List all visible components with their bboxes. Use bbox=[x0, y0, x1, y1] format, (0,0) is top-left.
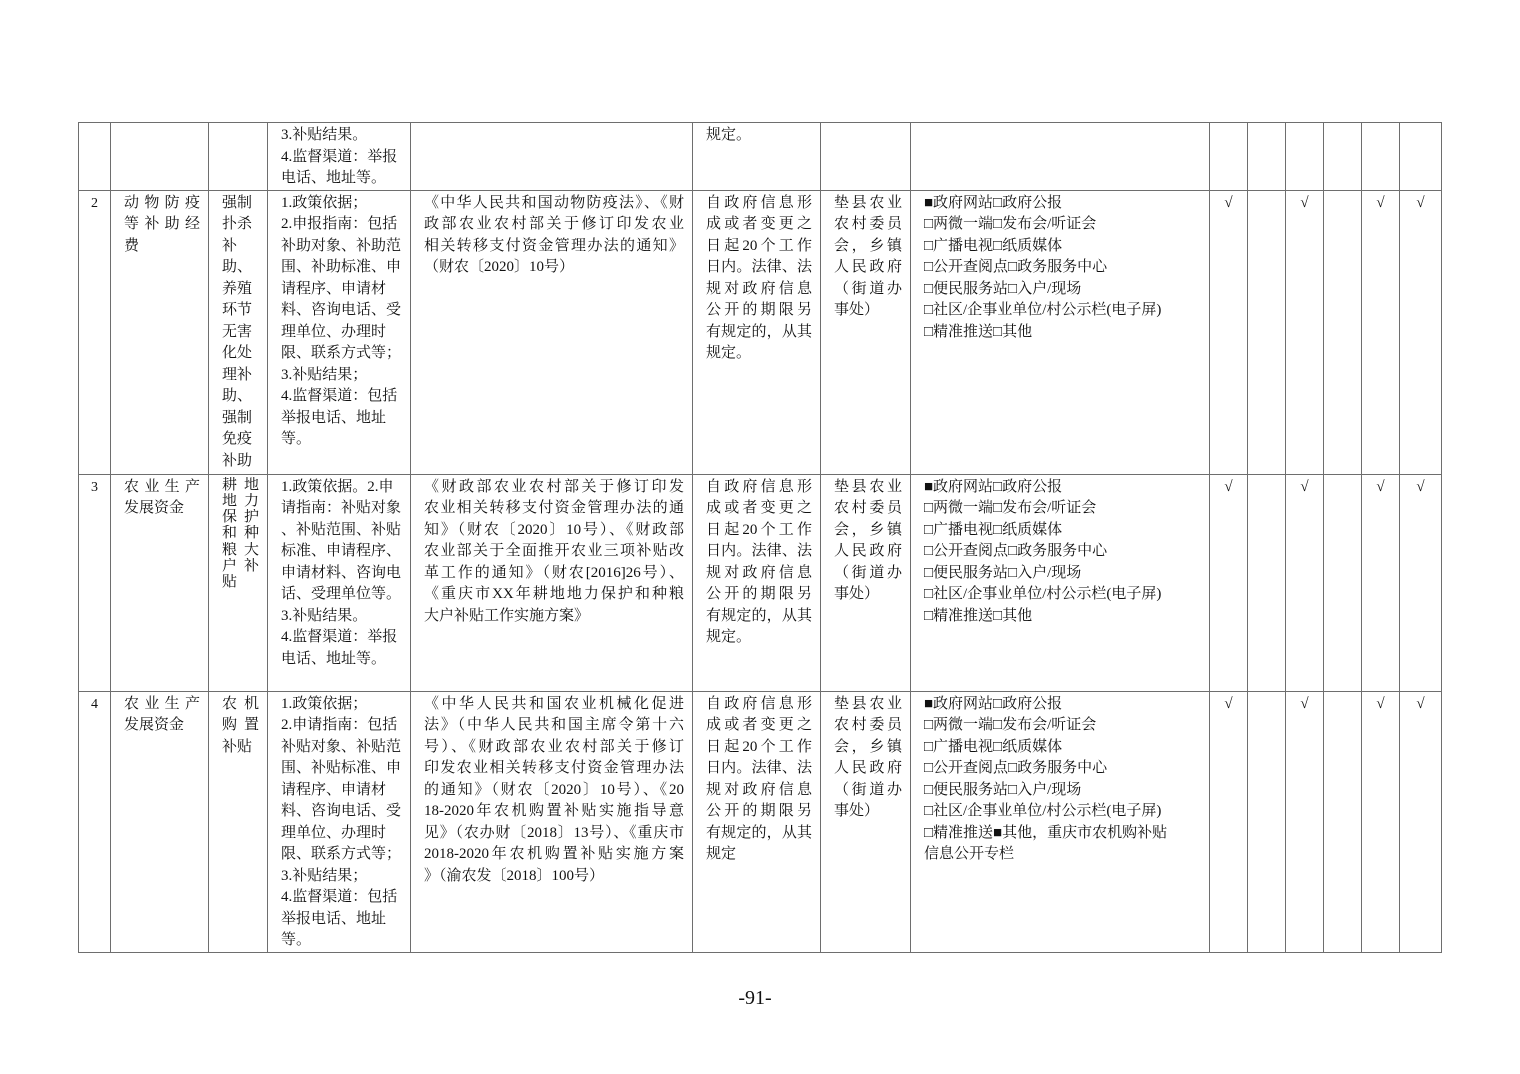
text-line: 规对政府信息 bbox=[706, 564, 812, 581]
text-line: 农业生产 bbox=[124, 695, 200, 712]
text-line: □公开查阅点□政务服务中心 bbox=[924, 760, 1108, 776]
text-line: 的通知》（财农〔2020〕10号）、《20 bbox=[424, 781, 684, 798]
text-line: ■政府网站□政府公报 bbox=[924, 194, 1063, 211]
mark-cell bbox=[1324, 691, 1362, 952]
mark-cell bbox=[1286, 123, 1324, 191]
text-line: □便民服务站□入户/现场 bbox=[924, 564, 1082, 581]
mark-cell: √ bbox=[1362, 474, 1400, 691]
channels-cell bbox=[911, 474, 1210, 691]
row-number bbox=[79, 123, 111, 191]
text-line: 围、补贴标准、申 bbox=[281, 760, 402, 776]
mark-cell bbox=[1248, 190, 1286, 474]
text-line: □两微一端□发布会/听证会 bbox=[924, 216, 1097, 232]
text-line: 环节 bbox=[222, 302, 253, 318]
text-line: 4.监督渠道：包括 bbox=[281, 889, 398, 905]
text-line: 限、联系方式等； bbox=[281, 846, 402, 862]
text-line: 自政府信息形 bbox=[706, 695, 812, 712]
text-line: 18-2020年农机购置补贴实施指导意 bbox=[424, 803, 684, 819]
time-limit-cell bbox=[693, 190, 821, 474]
text-line: 电话、地址等。 bbox=[281, 170, 387, 186]
text-line: 理单位、办理时 bbox=[281, 323, 387, 340]
text-line: 请程序、申请材 bbox=[281, 781, 387, 798]
text-line: 农村委员 bbox=[834, 500, 902, 516]
mark-cell: √ bbox=[1286, 474, 1324, 691]
text-line: 会，乡镇 bbox=[834, 237, 902, 254]
text-line: 人民政府 bbox=[834, 760, 902, 776]
text-line: 1.政策依据； bbox=[281, 194, 368, 211]
mark-cell: √ bbox=[1362, 190, 1400, 474]
text-line: 料、咨询电话、受 bbox=[281, 302, 402, 318]
text-line: 无害 bbox=[222, 323, 253, 340]
text-line: 会，乡镇 bbox=[834, 738, 902, 755]
text-line: 农业生产 bbox=[124, 478, 200, 495]
mark-cell: √ bbox=[1400, 190, 1442, 474]
sub-item-cell bbox=[209, 474, 268, 691]
text-line: 话、受理单位等。 bbox=[281, 586, 402, 602]
text-line: 相关转移支付资金管理办法的通知》 bbox=[424, 237, 684, 254]
text-line: □两微一端□发布会/听证会 bbox=[924, 500, 1097, 516]
text-line: 耕地 bbox=[222, 476, 259, 493]
channels-cell bbox=[911, 691, 1210, 952]
text-line: 化处 bbox=[222, 345, 253, 361]
mark-cell bbox=[1248, 474, 1286, 691]
text-line: □公开查阅点□政务服务中心 bbox=[924, 259, 1108, 275]
text-line: 、补贴范围、补贴 bbox=[281, 521, 402, 538]
text-line: 免疫 bbox=[222, 431, 253, 447]
subject-cell bbox=[821, 190, 911, 474]
text-line: 2.申请指南：包括 bbox=[281, 717, 398, 733]
text-line: 3.补贴结果； bbox=[281, 366, 368, 383]
text-line: 日起20个工作 bbox=[706, 237, 812, 254]
mark-cell: √ bbox=[1400, 691, 1442, 952]
text-line: 事处） bbox=[834, 302, 880, 318]
item-name-cell bbox=[111, 474, 209, 691]
text-line: 政部农业农村部关于修订印发农业 bbox=[424, 216, 684, 232]
sub-item-cell bbox=[209, 190, 268, 474]
text-line: 号）、《财政部农业农村部关于修订 bbox=[424, 738, 684, 755]
text-line: 农业相关转移支付资金管理办法的通 bbox=[424, 500, 684, 516]
text-line: 农业部关于全面推开农业三项补贴改 bbox=[424, 543, 684, 559]
text-line: 强制 bbox=[222, 409, 253, 426]
basis-cell bbox=[411, 190, 693, 474]
time-limit-cell bbox=[693, 474, 821, 691]
mark-cell bbox=[1248, 123, 1286, 191]
text-line: 有规定的，从其 bbox=[706, 607, 812, 624]
text-line: 垫县农业 bbox=[834, 194, 902, 211]
mark-cell bbox=[1210, 123, 1248, 191]
text-line: 助、 bbox=[222, 388, 253, 404]
content-cell bbox=[268, 691, 411, 952]
basis-cell bbox=[411, 123, 693, 191]
text-line: □精准推送■其他，重庆市农机购补贴 bbox=[924, 824, 1168, 841]
text-line: （街道办 bbox=[834, 564, 902, 581]
text-line: 公开的期限另 bbox=[706, 803, 812, 819]
text-line: 发展资金 bbox=[124, 717, 185, 733]
text-line: 人民政府 bbox=[834, 259, 902, 275]
text-line: 4.监督渠道：举报 bbox=[281, 629, 398, 645]
text-line: □广播电视□纸质媒体 bbox=[924, 237, 1063, 254]
text-line: □便民服务站□入户/现场 bbox=[924, 781, 1082, 798]
basis-cell bbox=[411, 474, 693, 691]
text-line: 费 bbox=[124, 237, 140, 254]
table-row bbox=[79, 691, 1442, 952]
text-line: 强制 bbox=[222, 194, 253, 211]
text-line: 人民政府 bbox=[834, 543, 902, 559]
text-line: □社区/企事业单位/村公示栏(电子屏) bbox=[924, 302, 1162, 318]
mark-cell: √ bbox=[1400, 474, 1442, 691]
mark-cell: √ bbox=[1286, 691, 1324, 952]
row-number: 3 bbox=[79, 474, 111, 691]
mark-cell bbox=[1362, 123, 1400, 191]
content-cell bbox=[268, 474, 411, 691]
mark-cell: √ bbox=[1362, 691, 1400, 952]
text-line: 补助对象、补助范 bbox=[281, 237, 402, 254]
text-line: □社区/企事业单位/村公示栏(电子屏) bbox=[924, 586, 1162, 602]
text-line: 补贴 bbox=[222, 738, 253, 755]
text-line: 会，乡镇 bbox=[834, 521, 902, 538]
text-line: 等。 bbox=[281, 932, 312, 948]
text-line: 和种 bbox=[222, 525, 259, 542]
text-line: □广播电视□纸质媒体 bbox=[924, 521, 1063, 538]
text-line: （街道办 bbox=[834, 280, 902, 297]
text-line: 革工作的通知》（财农[2016]26号）、 bbox=[424, 564, 684, 581]
text-line: 成或者变更之 bbox=[706, 500, 812, 516]
subject-cell bbox=[821, 691, 911, 952]
table-row bbox=[79, 474, 1442, 691]
mark-cell bbox=[1324, 474, 1362, 691]
text-line: 电话、地址等。 bbox=[281, 650, 387, 667]
text-line: 扑杀 bbox=[222, 216, 253, 232]
text-line: 农机 bbox=[222, 695, 259, 712]
text-line: 日内。法律、法 bbox=[706, 543, 812, 559]
text-line: 举报电话、地址 bbox=[281, 409, 387, 426]
text-line: 《财政部农业农村部关于修订印发 bbox=[424, 478, 684, 495]
text-line: 1.政策依据； bbox=[281, 695, 368, 712]
text-line: 自政府信息形 bbox=[706, 478, 812, 495]
text-line: 1.政策依据。2.申 bbox=[281, 478, 394, 495]
text-line: □广播电视□纸质媒体 bbox=[924, 738, 1063, 755]
text-line: 日起20个工作 bbox=[706, 738, 812, 755]
text-line: 贴 bbox=[222, 574, 238, 591]
text-line: □公开查阅点□政务服务中心 bbox=[924, 543, 1108, 559]
row-number: 4 bbox=[79, 691, 111, 952]
text-line: 垫县农业 bbox=[834, 695, 902, 712]
text-line: 成或者变更之 bbox=[706, 717, 812, 733]
text-line: 申请材料、咨询电 bbox=[281, 564, 402, 581]
subject-cell bbox=[821, 474, 911, 691]
text-line: 《中华人民共和国农业机械化促进 bbox=[424, 695, 684, 712]
text-line: 理单位、办理时 bbox=[281, 824, 387, 841]
text-line: 规对政府信息 bbox=[706, 280, 812, 297]
subject-cell bbox=[821, 123, 911, 191]
text-line: 规定 bbox=[706, 846, 737, 862]
text-line: 见》（农办财〔2018〕13号）、《重庆市 bbox=[424, 824, 684, 841]
text-line: 购置 bbox=[222, 717, 259, 733]
item-name-cell bbox=[111, 691, 209, 952]
text-line: 规对政府信息 bbox=[706, 781, 812, 798]
text-line: 日内。法律、法 bbox=[706, 760, 812, 776]
mark-cell bbox=[1324, 123, 1362, 191]
row-number: 2 bbox=[79, 190, 111, 474]
text-line: 助、 bbox=[222, 259, 253, 275]
mark-cell bbox=[1248, 691, 1286, 952]
text-line: 》（渝农发〔2018〕100号） bbox=[424, 867, 605, 884]
text-line: 请程序、申请材 bbox=[281, 280, 387, 297]
channels-cell bbox=[911, 123, 1210, 191]
text-line: 料、咨询电话、受 bbox=[281, 803, 402, 819]
table-row bbox=[79, 190, 1442, 474]
sub-item-cell bbox=[209, 691, 268, 952]
text-line: 保护 bbox=[222, 509, 259, 526]
text-line: 大户补贴工作实施方案》 bbox=[424, 607, 590, 624]
text-line: 等补助经 bbox=[124, 216, 200, 232]
item-name-cell bbox=[111, 190, 209, 474]
mark-cell bbox=[1324, 190, 1362, 474]
text-line: 3.补贴结果； bbox=[281, 867, 368, 884]
text-line: 有规定的，从其 bbox=[706, 323, 812, 340]
disclosure-table bbox=[78, 122, 1442, 953]
page-number: -91- bbox=[738, 987, 772, 1009]
text-line: 垫县农业 bbox=[834, 478, 902, 495]
text-line: ■政府网站□政府公报 bbox=[924, 695, 1063, 712]
text-line: 补贴对象、补贴范 bbox=[281, 738, 402, 755]
text-line: （街道办 bbox=[834, 781, 902, 798]
text-line: 事处） bbox=[834, 586, 880, 602]
sub-item-cell bbox=[209, 123, 268, 191]
text-line: 《中华人民共和国动物防疫法》、《财 bbox=[424, 194, 684, 211]
item-name-cell bbox=[111, 123, 209, 191]
text-line: 信息公开专栏 bbox=[924, 846, 1015, 862]
text-line: 4.监督渠道：举报 bbox=[281, 148, 398, 165]
time-limit-cell bbox=[693, 691, 821, 952]
mark-cell bbox=[1400, 123, 1442, 191]
text-line: 有规定的，从其 bbox=[706, 824, 812, 841]
content-cell bbox=[268, 123, 411, 191]
basis-cell bbox=[411, 691, 693, 952]
mark-cell: √ bbox=[1210, 190, 1248, 474]
text-line: 地力 bbox=[222, 492, 259, 509]
text-line: 成或者变更之 bbox=[706, 216, 812, 232]
text-line: ■政府网站□政府公报 bbox=[924, 478, 1063, 495]
text-line: 补助 bbox=[222, 452, 253, 469]
text-line: 举报电话、地址 bbox=[281, 910, 387, 927]
text-line: 3.补贴结果。 bbox=[281, 607, 368, 624]
text-line: 粮大 bbox=[222, 541, 259, 558]
text-line: □社区/企事业单位/村公示栏(电子屏) bbox=[924, 803, 1162, 819]
text-line: 2.申报指南：包括 bbox=[281, 216, 398, 232]
text-line: 补 bbox=[222, 237, 238, 254]
text-line: 等。 bbox=[281, 431, 312, 447]
text-line: 4.监督渠道：包括 bbox=[281, 388, 398, 404]
text-line: 规定。 bbox=[706, 345, 752, 361]
channels-cell bbox=[911, 190, 1210, 474]
text-line: □便民服务站□入户/现场 bbox=[924, 280, 1082, 297]
text-line: 公开的期限另 bbox=[706, 302, 812, 318]
text-line: 规定。 bbox=[706, 629, 752, 645]
text-line: □两微一端□发布会/听证会 bbox=[924, 717, 1097, 733]
text-line: 规定。 bbox=[706, 127, 752, 143]
text-line: 日起20个工作 bbox=[706, 521, 812, 538]
mark-cell: √ bbox=[1210, 691, 1248, 952]
text-line: 2018-2020年农机购置补贴实施方案 bbox=[424, 846, 684, 862]
text-line: 标准、申请程序、 bbox=[281, 543, 402, 559]
text-line: 公开的期限另 bbox=[706, 586, 812, 602]
text-line: □精准推送□其他 bbox=[924, 323, 1033, 340]
table-row bbox=[79, 123, 1442, 191]
text-line: 户补 bbox=[222, 557, 259, 574]
text-line: 请指南：补贴对象 bbox=[281, 500, 402, 516]
text-line: （财农〔2020〕10号） bbox=[424, 259, 575, 275]
content-cell bbox=[268, 190, 411, 474]
text-line: 事处） bbox=[834, 803, 880, 819]
text-line: □精准推送□其他 bbox=[924, 607, 1033, 624]
text-line: 理补 bbox=[222, 366, 253, 383]
time-limit-cell bbox=[693, 123, 821, 191]
mark-cell: √ bbox=[1286, 190, 1324, 474]
text-line: 围、补助标准、申 bbox=[281, 259, 402, 275]
text-line: 农村委员 bbox=[834, 216, 902, 232]
text-line: 《重庆市XX年耕地地力保护和种粮 bbox=[424, 586, 684, 602]
text-line: 限、联系方式等； bbox=[281, 345, 402, 361]
text-line: 日内。法律、法 bbox=[706, 259, 812, 275]
text-line: 印发农业相关转移支付资金管理办法 bbox=[424, 760, 684, 776]
text-line: 3.补贴结果。 bbox=[281, 127, 368, 143]
text-line: 农村委员 bbox=[834, 717, 902, 733]
text-line: 知》（财农〔2020〕10号）、《财政部 bbox=[424, 521, 684, 538]
text-line: 动物防疫 bbox=[124, 194, 200, 211]
text-line: 养殖 bbox=[222, 280, 253, 297]
text-line: 法》（中华人民共和国主席令第十六 bbox=[424, 717, 684, 733]
text-line: 自政府信息形 bbox=[706, 194, 812, 211]
text-line: 发展资金 bbox=[124, 500, 185, 516]
mark-cell: √ bbox=[1210, 474, 1248, 691]
